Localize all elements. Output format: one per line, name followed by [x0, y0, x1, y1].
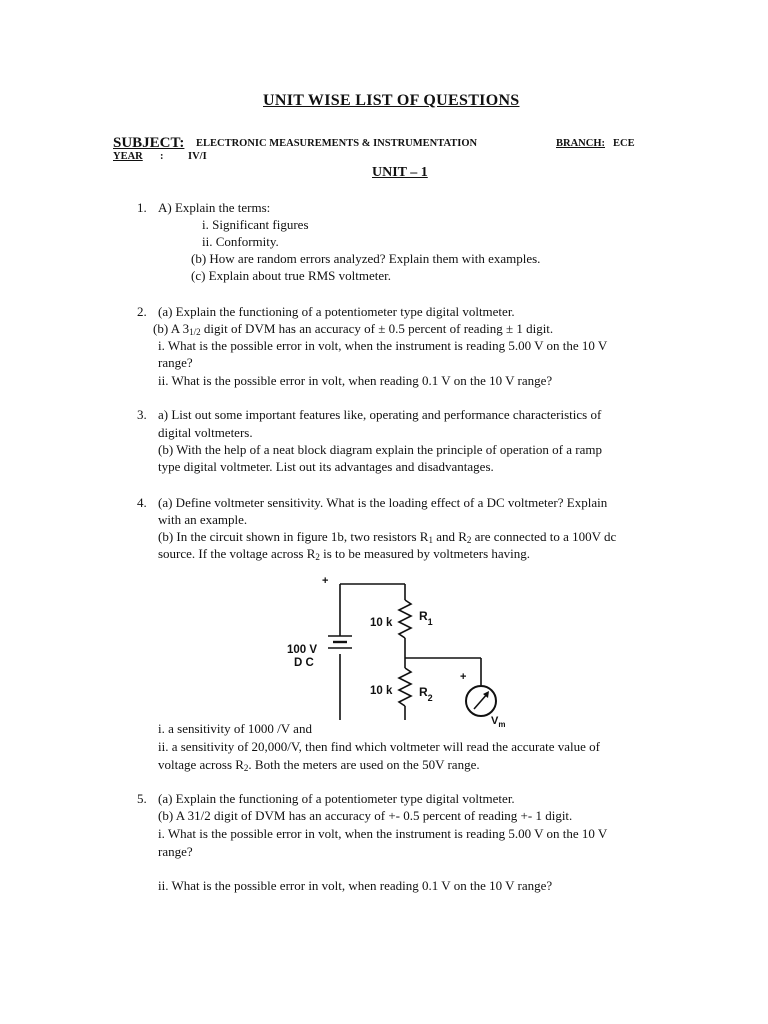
q5-sub-ii: ii. What is the possible error in volt, when reading 0.1 V on the 10 V range?	[158, 878, 553, 893]
resistor-r2	[399, 668, 411, 706]
q1-term-i: i. Significant figures	[202, 217, 309, 232]
q1-term-ii: ii. Conformity.	[202, 234, 279, 249]
source-type: D C	[294, 657, 314, 669]
q3-part-a: a) List out some important features like, operating and performance characteristics of	[158, 407, 602, 422]
subject-label: SUBJECT:	[113, 135, 185, 151]
branch-value: ECE	[613, 138, 635, 149]
q4-part-b-cont: source. If the voltage across $R_2$ is to be measured by voltmeters having.	[158, 546, 531, 562]
question-number: 5.	[137, 791, 147, 806]
r1-label: $R_1$	[419, 609, 433, 627]
circuit-svg	[278, 570, 518, 729]
r1-value: 10 k	[370, 617, 393, 629]
q2-sub-i: i. What is the possible error in volt, when the instrument is reading 5.00 V on the 10 V	[158, 338, 608, 353]
q3-part-b-cont: type digital voltmeter. List out its advantages and disadvantages.	[158, 459, 494, 474]
unit-heading: UNIT – 1	[372, 165, 428, 180]
q4-sub-ii-cont: voltage across $R_2$. Both the meters are used on the 50V range.	[158, 757, 480, 773]
q4-part-a-cont: with an example.	[158, 512, 248, 527]
subject-value: ELECTRONIC MEASUREMENTS & INSTRUMENTATION	[196, 138, 478, 149]
resistor-r1	[399, 600, 411, 638]
q3-part-b: (b) With the help of a neat block diagram explain the principle of operation of a ramp	[158, 442, 602, 457]
plus-terminal: +	[322, 575, 329, 587]
q2-sub-ii: ii. What is the possible error in volt, when reading 0.1 V on the 10 V range?	[158, 373, 553, 388]
q2-sub-i-cont: range?	[158, 355, 193, 370]
question-number: 4.	[137, 495, 147, 510]
q5-part-b: (b) A 31/2 digit of DVM has an accuracy of +- 0.5 percent of reading +- 1 digit.	[158, 808, 573, 823]
question-number: 1.	[137, 200, 147, 215]
year-label: YEAR	[113, 151, 143, 162]
question-number: 3.	[137, 407, 147, 422]
meter-label: $V_m$	[491, 715, 506, 729]
q3-part-a-cont: digital voltmeters.	[158, 425, 253, 440]
q5-sub-i: i. What is the possible error in volt, when the instrument is reading 5.00 V on the 10 V	[158, 826, 608, 841]
q2-part-a: (a) Explain the functioning of a potentiometer type digital voltmeter.	[158, 304, 515, 319]
q4-sub-ii: ii. a sensitivity of 20,000/V, then find which voltmeter will read the accurate value of	[158, 739, 600, 754]
q1-part-b: (b) How are random errors analyzed? Explain them with examples.	[191, 251, 541, 266]
q4-part-b: (b) In the circuit shown in figure 1b, two resistors $R_1$ and $R_2$ are connected to a 100V dc	[158, 529, 617, 545]
source-voltage: 100 V	[287, 644, 318, 656]
page-title: UNIT WISE LIST OF QUESTIONS	[263, 92, 520, 109]
branch-label: BRANCH:	[556, 138, 605, 149]
meter-plus: +	[460, 671, 467, 683]
year-value: IV/I	[188, 151, 207, 162]
q5-sub-i-cont: range?	[158, 844, 193, 859]
q2-part-b: (b) A $3_{1/2}$ digit of DVM has an accuracy of ± 0.5 percent of reading ± 1 digit.	[153, 321, 554, 337]
r2-label: $R_2$	[419, 685, 433, 703]
q1-part-a: A) Explain the terms:	[158, 200, 271, 215]
r2-value: 10 k	[370, 685, 393, 697]
question-number: 2.	[137, 304, 147, 319]
q4-part-a: (a) Define voltmeter sensitivity. What is the loading effect of a DC voltmeter? Explain	[158, 495, 608, 510]
q5-part-a: (a) Explain the functioning of a potentiometer type digital voltmeter.	[158, 791, 515, 806]
q4-sub-i: i. a sensitivity of 1000 /V and	[158, 721, 312, 736]
circuit-diagram	[278, 570, 518, 729]
q1-part-c: (c) Explain about true RMS voltmeter.	[191, 268, 392, 283]
year-separator: :	[160, 151, 164, 162]
